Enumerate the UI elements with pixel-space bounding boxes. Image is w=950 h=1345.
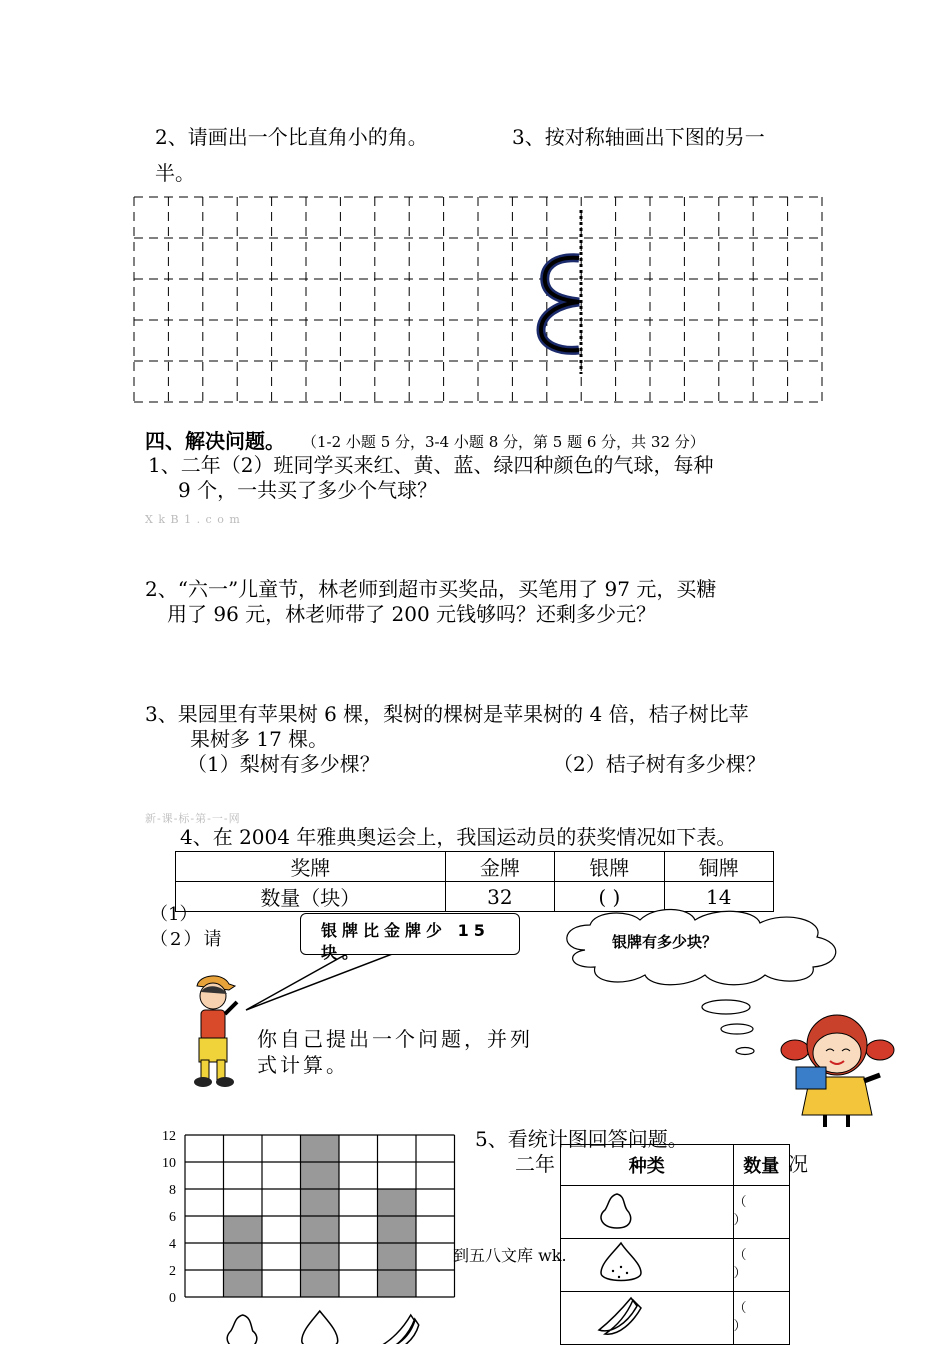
medal-table bbox=[175, 851, 774, 912]
table-cell: 32 bbox=[445, 882, 554, 912]
banana-icon bbox=[379, 1315, 419, 1344]
problem-4-prompt-line1: 你自己提出一个问题，并列 bbox=[257, 1027, 533, 1051]
fruit-bar-chart bbox=[140, 1120, 470, 1344]
table-cell: 数量（块） bbox=[176, 882, 446, 912]
problem-4-sub2: （2）请 bbox=[150, 929, 224, 950]
pear-icon bbox=[227, 1315, 257, 1344]
footer-fragment: 到五八文库 wk. bbox=[453, 1246, 567, 1265]
table-header-kind: 种类 bbox=[561, 1145, 734, 1186]
y-tick-label: 6 bbox=[169, 1210, 176, 1225]
table-row bbox=[561, 1186, 790, 1239]
problem-1-line2: 9 个，一共买了多少个气球？ bbox=[178, 478, 438, 502]
problem-5-line2-end: 况 bbox=[788, 1152, 808, 1176]
problem-2-line1: 2、“六一”儿童节，林老师到超市买奖品，买笔用了 97 元，买糖 bbox=[145, 577, 717, 601]
table-cell: 14 bbox=[664, 882, 773, 912]
y-tick-label: 2 bbox=[169, 1264, 176, 1279]
problem-3-line2: 果树多 17 棵。 bbox=[190, 727, 329, 751]
durian-icon-cell bbox=[561, 1239, 734, 1292]
problem-4-line: 4、在 2004 年雅典奥运会上，我国运动员的获奖情况如下表。 bbox=[180, 825, 737, 849]
watermark-xkb1: X k B 1 . c o m bbox=[145, 513, 241, 526]
silver-count-blank[interactable]: ( ) bbox=[555, 882, 664, 912]
y-tick-label: 8 bbox=[169, 1183, 176, 1198]
bar-pear bbox=[224, 1216, 263, 1297]
banana-icon-cell bbox=[561, 1292, 734, 1345]
y-tick-label: 12 bbox=[162, 1129, 176, 1144]
table-row bbox=[561, 1145, 790, 1186]
durian-icon bbox=[302, 1311, 338, 1344]
watermark-xkb: 新-课-标-第-一-网 bbox=[145, 812, 241, 825]
question-2: 2、请画出一个比直角小的角。 bbox=[155, 125, 428, 149]
problem-5-line1: 5、看统计图回答问题。 bbox=[475, 1127, 688, 1151]
question-3-line2: 半。 bbox=[155, 161, 195, 185]
table-header-count: 数量 bbox=[733, 1145, 790, 1186]
table-row bbox=[561, 1239, 790, 1292]
problem-2-line2: 用了 96 元，林老师带了 200 元钱够吗？还剩多少元？ bbox=[167, 602, 657, 626]
table-row bbox=[561, 1292, 790, 1345]
problem-3-sub1: （1）梨树有多少棵？ bbox=[187, 752, 380, 776]
pear-icon-cell bbox=[561, 1186, 734, 1239]
fruit-count-table bbox=[560, 1144, 790, 1345]
problem-5-line2-start: 二年 bbox=[515, 1152, 555, 1176]
banana-icon bbox=[561, 1292, 673, 1340]
table-cell: 金牌 bbox=[445, 852, 554, 882]
problem-1-line1: 1、二年（2）班同学买来红、黄、蓝、绿四种颜色的气球，每种 bbox=[148, 453, 714, 477]
speech-bubble bbox=[300, 913, 520, 962]
section-4-note: （1-2 小题 5 分，3-4 小题 8 分，第 5 题 6 分，共 32 分） bbox=[302, 433, 705, 451]
durian-count-blank[interactable]: （ ） bbox=[733, 1239, 790, 1292]
pear-count-blank[interactable]: （ ） bbox=[733, 1186, 790, 1239]
banana-count-blank[interactable]: （ ） bbox=[733, 1292, 790, 1345]
table-cell: 银牌 bbox=[555, 852, 664, 882]
y-tick-label: 4 bbox=[169, 1237, 176, 1252]
question-3-line1: 3、按对称轴画出下图的另一 bbox=[512, 125, 765, 149]
problem-4-prompt-line2: 式计算。 bbox=[257, 1053, 349, 1077]
thought-bubble-text: 银牌有多少块？ bbox=[612, 933, 718, 951]
y-tick-label: 10 bbox=[162, 1156, 176, 1171]
drawing-grid[interactable] bbox=[133, 196, 823, 404]
y-tick-label: 0 bbox=[169, 1291, 176, 1306]
pear-icon bbox=[561, 1186, 673, 1234]
girl-cartoon bbox=[780, 1005, 895, 1130]
speech-bubble-text: 银牌比金牌少 15 块。 bbox=[321, 921, 490, 962]
table-cell: 铜牌 bbox=[664, 852, 773, 882]
section-4-title: 四、解决问题。 bbox=[145, 429, 285, 453]
boy-cartoon bbox=[183, 972, 243, 1090]
problem-3-sub2: （2）桔子树有多少棵？ bbox=[553, 752, 766, 776]
durian-icon bbox=[561, 1239, 673, 1287]
problem-4-sub1: （1） bbox=[150, 904, 198, 925]
table-row bbox=[176, 852, 774, 882]
problem-3-line1: 3、果园里有苹果树 6 棵，梨树的棵树是苹果树的 4 倍，桔子树比苹 bbox=[145, 702, 749, 726]
table-cell: 奖牌 bbox=[176, 852, 446, 882]
